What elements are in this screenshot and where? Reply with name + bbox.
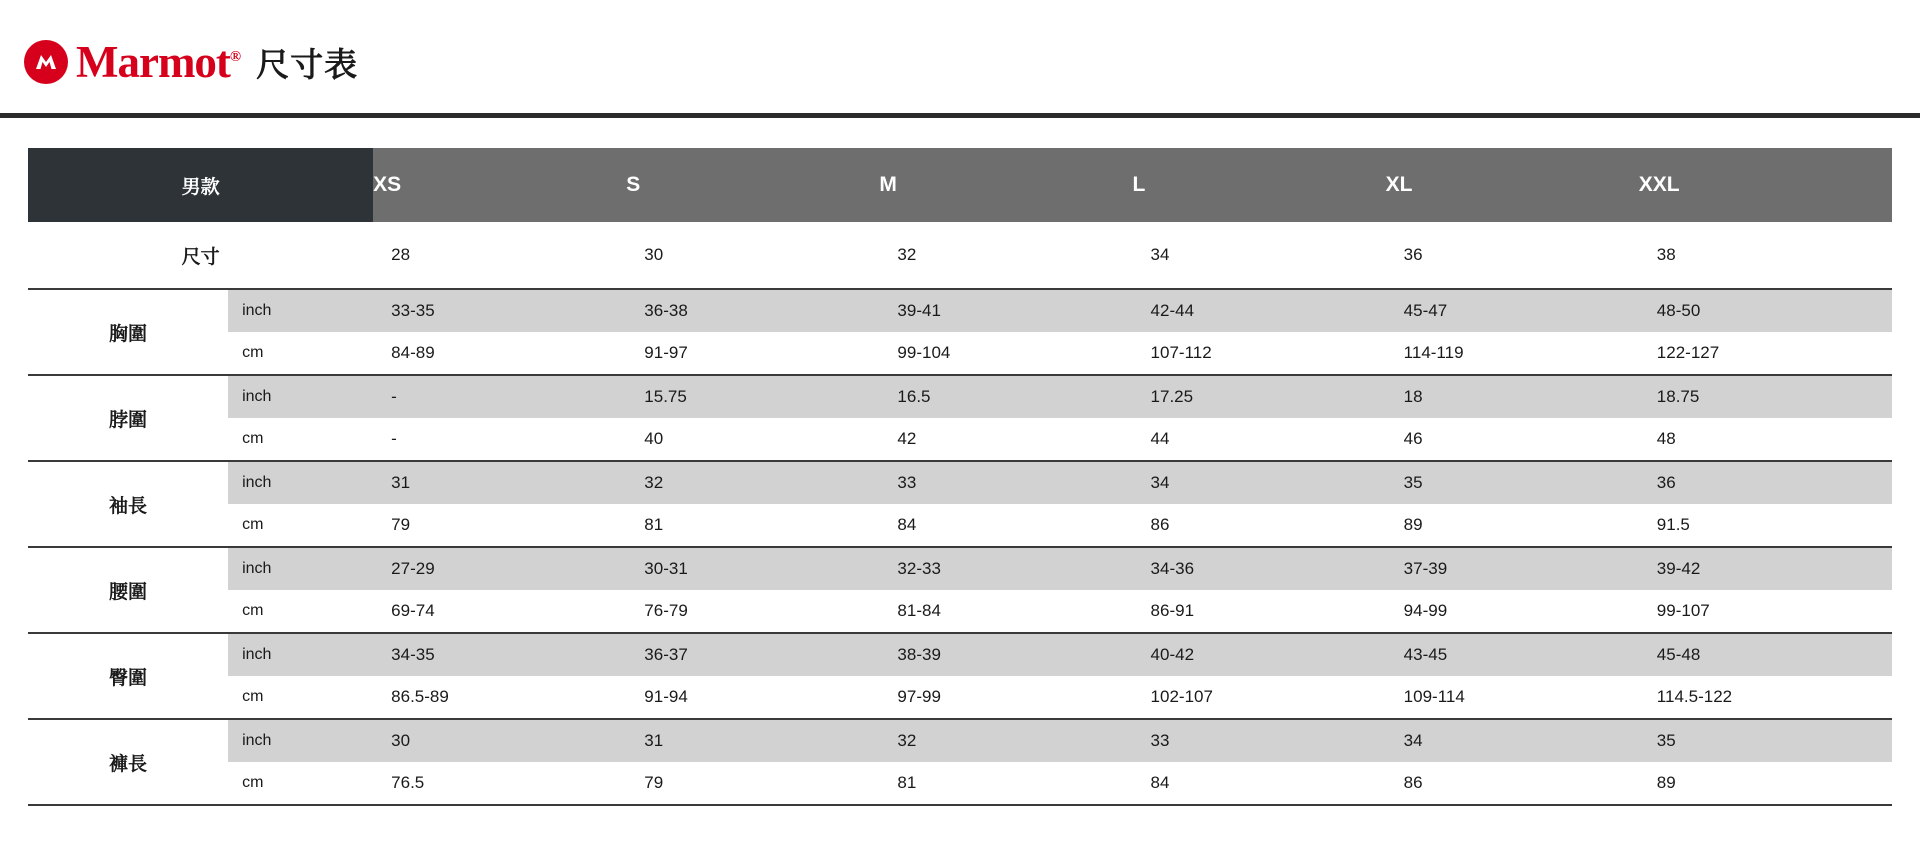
- cell-sleeve-inch-xl: 35: [1386, 461, 1639, 504]
- page-title: 尺寸表: [256, 45, 359, 83]
- unit-label-inch: inch: [228, 461, 373, 504]
- cell-hip-cm-xs: 86.5-89: [373, 676, 626, 719]
- unit-label-cm: cm: [228, 332, 373, 375]
- cell-chest-cm-m: 99-104: [879, 332, 1132, 375]
- cell-neck-inch-xxl: 18.75: [1639, 375, 1892, 418]
- cell-inseam-inch-xl: 34: [1386, 719, 1639, 762]
- cell-neck-cm-m: 42: [879, 418, 1132, 461]
- brand-wordmark: [76, 36, 241, 87]
- cell-chest-cm-xxl: 122-127: [1639, 332, 1892, 375]
- column-header-xl: XL: [1386, 148, 1639, 222]
- marmot-logo-icon: [24, 40, 68, 84]
- cell-hip-cm-m: 97-99: [879, 676, 1132, 719]
- cell-inseam-inch-m: 32: [879, 719, 1132, 762]
- cell-size-xs: 28: [373, 222, 626, 289]
- cell-neck-inch-s: 15.75: [626, 375, 879, 418]
- cell-waist-inch-xl: 37-39: [1386, 547, 1639, 590]
- column-header-xs: XS: [373, 148, 626, 222]
- cell-hip-inch-xxl: 45-48: [1639, 633, 1892, 676]
- table-row-inseam-inch: [28, 719, 1892, 762]
- size-table-container: [0, 118, 1920, 806]
- cell-inseam-inch-xs: 30: [373, 719, 626, 762]
- cell-neck-cm-s: 40: [626, 418, 879, 461]
- cell-sleeve-cm-xl: 89: [1386, 504, 1639, 547]
- cell-sleeve-inch-m: 33: [879, 461, 1132, 504]
- table-row-inseam-cm: [28, 762, 1892, 805]
- unit-label-inch: inch: [228, 289, 373, 332]
- column-header-s: S: [626, 148, 879, 222]
- unit-label-cm: cm: [228, 676, 373, 719]
- cell-sleeve-inch-s: 32: [626, 461, 879, 504]
- cell-waist-cm-xs: 69-74: [373, 590, 626, 633]
- row-label-hip: 臀圍: [28, 633, 228, 719]
- cell-waist-cm-l: 86-91: [1133, 590, 1386, 633]
- unit-label-cm: cm: [228, 504, 373, 547]
- row-label-chest: 胸圍: [28, 289, 228, 375]
- unit-label-cm: cm: [228, 762, 373, 805]
- cell-hip-inch-xl: 43-45: [1386, 633, 1639, 676]
- row-label-waist: 腰圍: [28, 547, 228, 633]
- cell-inseam-cm-s: 79: [626, 762, 879, 805]
- cell-inseam-cm-xxl: 89: [1639, 762, 1892, 805]
- cell-sleeve-cm-xxl: 91.5: [1639, 504, 1892, 547]
- column-header-m: M: [879, 148, 1132, 222]
- cell-inseam-inch-l: 33: [1133, 719, 1386, 762]
- cell-hip-inch-xs: 34-35: [373, 633, 626, 676]
- cell-chest-cm-xs: 84-89: [373, 332, 626, 375]
- cell-inseam-inch-s: 31: [626, 719, 879, 762]
- unit-label-inch: inch: [228, 633, 373, 676]
- cell-size-m: 32: [879, 222, 1132, 289]
- cell-sleeve-cm-s: 81: [626, 504, 879, 547]
- cell-waist-inch-xs: 27-29: [373, 547, 626, 590]
- cell-waist-inch-m: 32-33: [879, 547, 1132, 590]
- cell-sleeve-cm-m: 84: [879, 504, 1132, 547]
- table-row-chest-inch: [28, 289, 1892, 332]
- table-row-numeric-size: [28, 222, 1892, 289]
- cell-waist-inch-l: 34-36: [1133, 547, 1386, 590]
- cell-neck-inch-m: 16.5: [879, 375, 1132, 418]
- table-row-neck-inch: [28, 375, 1892, 418]
- cell-sleeve-cm-l: 86: [1133, 504, 1386, 547]
- cell-waist-cm-s: 76-79: [626, 590, 879, 633]
- cell-waist-cm-xl: 94-99: [1386, 590, 1639, 633]
- table-row-neck-cm: [28, 418, 1892, 461]
- cell-chest-cm-xl: 114-119: [1386, 332, 1639, 375]
- cell-neck-inch-l: 17.25: [1133, 375, 1386, 418]
- table-header-row: [28, 148, 1892, 222]
- cell-neck-cm-xxl: 48: [1639, 418, 1892, 461]
- cell-chest-inch-s: 36-38: [626, 289, 879, 332]
- cell-neck-cm-l: 44: [1133, 418, 1386, 461]
- cell-inseam-cm-xs: 76.5: [373, 762, 626, 805]
- table-row-hip-cm: [28, 676, 1892, 719]
- cell-neck-cm-xl: 46: [1386, 418, 1639, 461]
- cell-size-xl: 36: [1386, 222, 1639, 289]
- cell-chest-inch-xs: 33-35: [373, 289, 626, 332]
- cell-hip-inch-s: 36-37: [626, 633, 879, 676]
- unit-label-inch: inch: [228, 719, 373, 762]
- cell-sleeve-inch-xxl: 36: [1639, 461, 1892, 504]
- row-label-inseam: 褲長: [28, 719, 228, 805]
- row-label-size: 尺寸: [28, 222, 373, 289]
- row-label-sleeve: 袖長: [28, 461, 228, 547]
- table-row-waist-cm: [28, 590, 1892, 633]
- table-row-sleeve-inch: [28, 461, 1892, 504]
- brand-registered-mark: ®: [229, 48, 241, 65]
- cell-hip-cm-xl: 109-114: [1386, 676, 1639, 719]
- cell-inseam-cm-xl: 86: [1386, 762, 1639, 805]
- cell-waist-cm-xxl: 99-107: [1639, 590, 1892, 633]
- cell-waist-cm-m: 81-84: [879, 590, 1132, 633]
- cell-size-s: 30: [626, 222, 879, 289]
- cell-chest-inch-xxl: 48-50: [1639, 289, 1892, 332]
- unit-label-inch: inch: [228, 375, 373, 418]
- cell-size-xxl: 38: [1639, 222, 1892, 289]
- cell-neck-inch-xs: -: [373, 375, 626, 418]
- table-row-chest-cm: [28, 332, 1892, 375]
- row-label-neck: 脖圍: [28, 375, 228, 461]
- cell-waist-inch-s: 30-31: [626, 547, 879, 590]
- column-header-l: L: [1133, 148, 1386, 222]
- unit-label-cm: cm: [228, 590, 373, 633]
- cell-size-l: 34: [1133, 222, 1386, 289]
- cell-inseam-cm-l: 84: [1133, 762, 1386, 805]
- cell-inseam-inch-xxl: 35: [1639, 719, 1892, 762]
- page-header: [0, 0, 1920, 88]
- table-row-waist-inch: [28, 547, 1892, 590]
- cell-hip-cm-xxl: 114.5-122: [1639, 676, 1892, 719]
- cell-sleeve-cm-xs: 79: [373, 504, 626, 547]
- cell-hip-inch-m: 38-39: [879, 633, 1132, 676]
- unit-label-cm: cm: [228, 418, 373, 461]
- cell-sleeve-inch-l: 34: [1133, 461, 1386, 504]
- cell-hip-cm-s: 91-94: [626, 676, 879, 719]
- brand-logo: [24, 36, 241, 87]
- cell-hip-cm-l: 102-107: [1133, 676, 1386, 719]
- cell-sleeve-inch-xs: 31: [373, 461, 626, 504]
- cell-waist-inch-xxl: 39-42: [1639, 547, 1892, 590]
- cell-neck-cm-xs: -: [373, 418, 626, 461]
- cell-inseam-cm-m: 81: [879, 762, 1132, 805]
- unit-label-inch: inch: [228, 547, 373, 590]
- cell-chest-inch-xl: 45-47: [1386, 289, 1639, 332]
- cell-chest-cm-l: 107-112: [1133, 332, 1386, 375]
- column-header-xxl: XXL: [1639, 148, 1892, 222]
- table-corner-label: 男款: [28, 148, 373, 222]
- cell-chest-cm-s: 91-97: [626, 332, 879, 375]
- cell-neck-inch-xl: 18: [1386, 375, 1639, 418]
- cell-chest-inch-l: 42-44: [1133, 289, 1386, 332]
- table-row-sleeve-cm: [28, 504, 1892, 547]
- table-row-hip-inch: [28, 633, 1892, 676]
- size-table: [28, 148, 1892, 806]
- cell-chest-inch-m: 39-41: [879, 289, 1132, 332]
- brand-name: Marmot: [76, 36, 230, 87]
- cell-hip-inch-l: 40-42: [1133, 633, 1386, 676]
